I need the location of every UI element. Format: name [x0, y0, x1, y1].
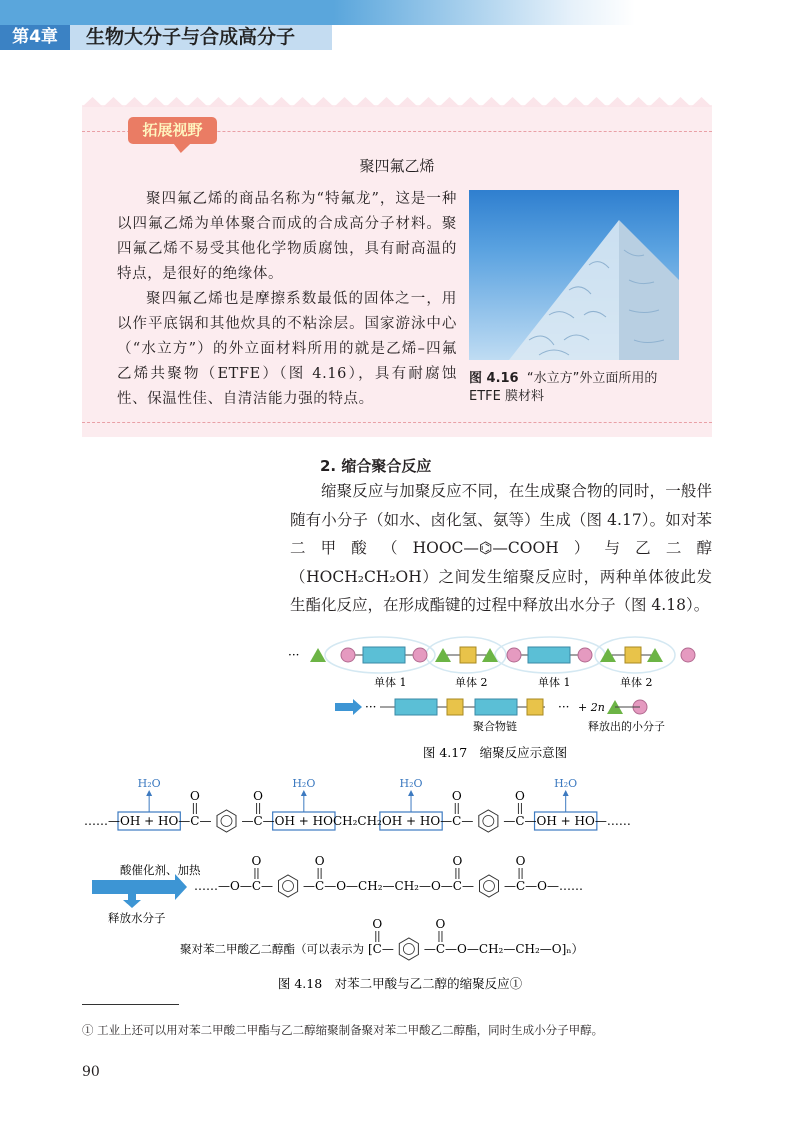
- product-chain-part: ……—O—C—: [194, 879, 274, 893]
- circle-group: [578, 648, 592, 662]
- monomer-1-block: [475, 699, 517, 715]
- water-label: H₂O: [292, 777, 316, 790]
- ellipsis: ···: [365, 700, 377, 714]
- figure-4-17-caption: 图 4.17 缩聚反应示意图: [422, 745, 568, 760]
- carbonyl-oxygen: O: [251, 854, 262, 868]
- water-label: H₂O: [137, 777, 161, 790]
- small-molecule-label: 释放出的小分子: [588, 720, 665, 733]
- carbonyl-oxygen: O: [189, 789, 200, 803]
- circle-group: [681, 648, 695, 662]
- benzene-ring-inner: [483, 816, 494, 827]
- reactant-chain-part: —C—OH + HO—……: [503, 814, 631, 828]
- carbonyl-oxygen: O: [435, 917, 446, 931]
- figure-caption-text: “水立方”外立面所用的ETFE 膜材料: [469, 371, 658, 404]
- page-number: 90: [82, 1064, 100, 1080]
- circle-group: [413, 648, 427, 662]
- monomer-2-block: [460, 647, 476, 663]
- product-chain-part: —C—O—……: [503, 879, 584, 893]
- dashed-divider-bottom: [82, 422, 712, 423]
- monomer-1-block: [363, 647, 405, 663]
- carbonyl-oxygen: O: [515, 854, 526, 868]
- monomer-label: 单体 2: [455, 676, 488, 689]
- carbonyl-oxygen: O: [515, 789, 525, 803]
- zigzag-border: [82, 97, 712, 107]
- monomer-label: 单体 2: [620, 676, 653, 689]
- reactant-chain-part: —C—OH + HOCH₂CH₂OH + HO—C—: [241, 814, 474, 828]
- box-title: 聚四氟乙烯: [359, 157, 435, 175]
- water-cube-photo: [469, 190, 679, 360]
- section-heading: 2. 缩合聚合反应: [320, 457, 432, 475]
- carbonyl-oxygen: O: [452, 854, 463, 868]
- benzene-ring-inner: [403, 944, 414, 955]
- ellipsis: ···: [558, 700, 570, 714]
- benzene-ring-icon: [479, 810, 498, 832]
- pet-formula-part: [C—: [368, 942, 394, 956]
- carbonyl-oxygen: O: [372, 917, 383, 931]
- benzene-ring-icon: [480, 875, 499, 897]
- water-arrow-head: [301, 790, 307, 796]
- condition-label: 酸催化剂、加热: [120, 863, 201, 877]
- water-arrow-head: [408, 790, 414, 796]
- benzene-ring-icon: [399, 938, 418, 960]
- release-label: 释放水分子: [108, 911, 166, 925]
- monomer-1-block: [395, 699, 437, 715]
- figure-4-16-caption: [469, 370, 689, 406]
- carbonyl-oxygen: O: [253, 789, 263, 803]
- benzene-ring-inner: [283, 881, 294, 892]
- box-paragraph: 聚四氟乙烯也是摩擦系数最低的固体之一，用以作平底锅和其他炊具的不粘涂层。国家游泳中心（“水立方”）的外立面材料所用的就是乙烯–四氟乙烯共聚物（ETFE）（图 4.16），具有耐腐蚀性、保温性佳、自清洁能力强的特点。: [117, 291, 457, 407]
- circle-group: [507, 648, 521, 662]
- plus-2n: + 2n: [578, 701, 605, 714]
- monomer-label: 单体 1: [374, 676, 407, 689]
- reactant-chain-part: ……—OH + HO—C—: [84, 814, 212, 828]
- water-arrow-head: [146, 790, 152, 796]
- monomer-2-block: [625, 647, 641, 663]
- ellipsis: ···: [288, 648, 300, 662]
- figure-label: 图 4.16: [469, 371, 519, 386]
- benzene-ring-inner: [483, 881, 494, 892]
- footnote-divider: [82, 1004, 179, 1005]
- benzene-ring-inner: [221, 816, 232, 827]
- product-chain-part: —C—O—CH₂—CH₂—O—C—: [303, 879, 474, 893]
- extension-tag: 拓展视野: [128, 117, 217, 144]
- section-body: [290, 477, 712, 620]
- water-label: H₂O: [399, 777, 423, 790]
- carbonyl-oxygen: O: [314, 854, 325, 868]
- monomer-1-block: [528, 647, 570, 663]
- release-arrow: [123, 894, 141, 908]
- reaction-arrow: [92, 874, 187, 900]
- benzene-ring-icon: [279, 875, 298, 897]
- water-arrow-head: [563, 790, 569, 796]
- reaction-arrow: [335, 699, 362, 715]
- figure-4-18: [80, 770, 720, 995]
- triangle-group: [310, 648, 326, 662]
- chapter-title: 生物大分子与合成高分子: [70, 25, 332, 50]
- box-body: [117, 187, 457, 412]
- figure-4-17: [280, 630, 710, 765]
- pet-formula-part: —C—O—CH₂—CH₂—O]ₙ）: [423, 942, 584, 956]
- monomer-2-block: [527, 699, 543, 715]
- section-paragraph: 缩聚反应与加聚反应不同，在生成聚合物的同时，一般伴随有小分子（如水、卤化氢、氨等）生成（图 4.17）。如对苯二甲酸（HOOC—⌬—COOH）与乙二醇（HOCH₂CH₂OH）之间发生缩聚反应时，两种单体彼此发生酯化反应，在形成酯键的过程中释放出水分子（图 4.18）。: [290, 482, 712, 614]
- footnote: ① 工业上还可以用对苯二甲酸二甲酯与乙二醇缩聚制备聚对苯二甲酸乙二醇酯，同时生成小分子甲醇。: [82, 1023, 604, 1037]
- benzene-ring-icon: [217, 810, 236, 832]
- polymer-chain-label: 聚合物链: [473, 720, 517, 733]
- monomer-label: 单体 1: [538, 676, 571, 689]
- figure-4-18-caption: 图 4.18 对苯二甲酸与乙二醇的缩聚反应①: [277, 976, 523, 991]
- carbonyl-oxygen: O: [451, 789, 462, 803]
- circle-group: [341, 648, 355, 662]
- water-label: H₂O: [554, 777, 578, 790]
- box-paragraph: 聚四氟乙烯的商品名称为“特氟龙”，这是一种以四氟乙烯为单体聚合而成的合成高分子材料。聚四氟乙烯不易受其他化学物质腐蚀，具有耐高温的特点，是很好的绝缘体。: [117, 191, 457, 282]
- tag-pointer: [173, 143, 195, 153]
- pet-label: 聚对苯二甲酸乙二醇酯（可以表示为: [180, 942, 364, 956]
- header-gradient-bar: [0, 0, 794, 25]
- monomer-2-block: [447, 699, 463, 715]
- chapter-number: 第4章: [0, 25, 70, 50]
